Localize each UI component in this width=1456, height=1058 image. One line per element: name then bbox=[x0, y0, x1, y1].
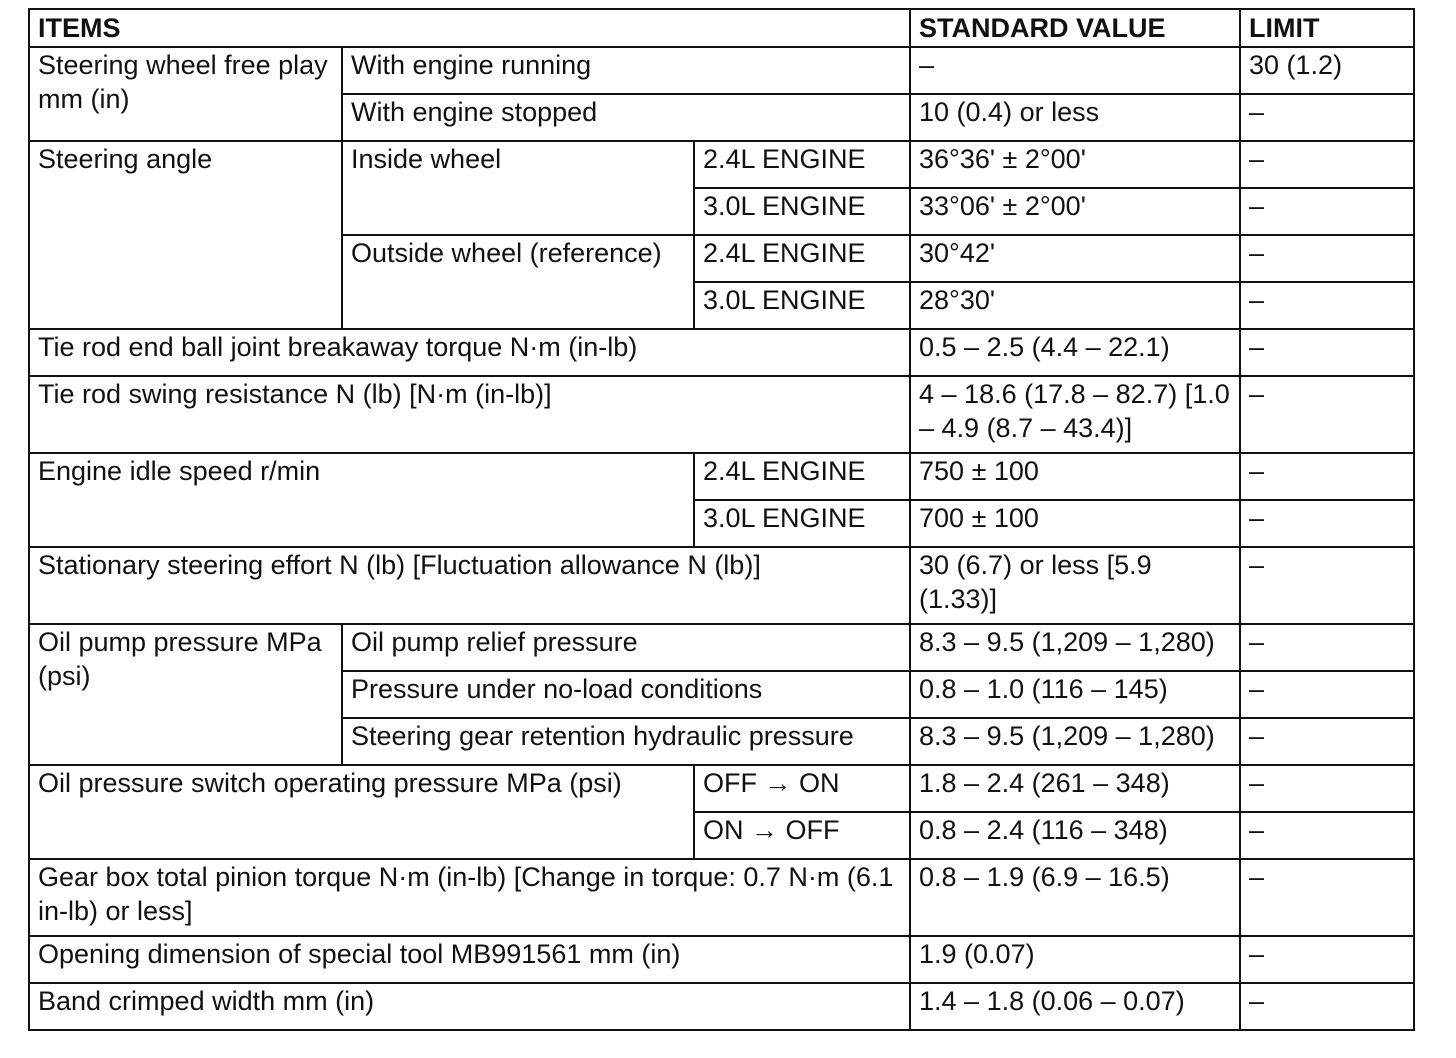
limit-value: – bbox=[1240, 329, 1414, 376]
engine-label: 3.0L ENGINE bbox=[694, 188, 910, 235]
standard-value: – bbox=[910, 47, 1240, 94]
limit-value: – bbox=[1240, 765, 1414, 812]
service-specifications-table bbox=[28, 8, 1415, 1031]
condition-retention: Steering gear retention hydraulic pressure bbox=[342, 718, 910, 765]
item-stationary-effort: Stationary steering effort N (lb) [Fluctuation allowance N (lb)] bbox=[29, 547, 910, 624]
standard-value: 1.9 (0.07) bbox=[910, 936, 1240, 983]
limit-value: – bbox=[1240, 859, 1414, 936]
table-row bbox=[29, 47, 1414, 94]
limit-value: – bbox=[1240, 376, 1414, 453]
standard-value: 1.8 – 2.4 (261 – 348) bbox=[910, 765, 1240, 812]
condition-inside-wheel: Inside wheel bbox=[342, 141, 694, 235]
table-row bbox=[29, 983, 1414, 1030]
limit-value: – bbox=[1240, 235, 1414, 282]
item-idle-speed: Engine idle speed r/min bbox=[29, 453, 694, 547]
limit-value: – bbox=[1240, 983, 1414, 1030]
header-standard-value: STANDARD VALUE bbox=[910, 9, 1240, 47]
table-row bbox=[29, 765, 1414, 812]
header-limit: LIMIT bbox=[1240, 9, 1414, 47]
limit-value: – bbox=[1240, 812, 1414, 859]
limit-value: – bbox=[1240, 141, 1414, 188]
condition-no-load: Pressure under no-load conditions bbox=[342, 671, 910, 718]
standard-value: 36°36' ± 2°00' bbox=[910, 141, 1240, 188]
standard-value: 750 ± 100 bbox=[910, 453, 1240, 500]
standard-value: 8.3 – 9.5 (1,209 – 1,280) bbox=[910, 624, 1240, 671]
engine-label: 3.0L ENGINE bbox=[694, 500, 910, 547]
engine-label: 3.0L ENGINE bbox=[694, 282, 910, 329]
standard-value: 4 – 18.6 (17.8 – 82.7) [1.0 – 4.9 (8.7 – 43.4)] bbox=[910, 376, 1240, 453]
header-items: ITEMS bbox=[29, 9, 910, 47]
item-tie-rod-breakaway: Tie rod end ball joint breakaway torque N·m (in-lb) bbox=[29, 329, 910, 376]
table-row bbox=[29, 859, 1414, 936]
standard-value: 8.3 – 9.5 (1,209 – 1,280) bbox=[910, 718, 1240, 765]
standard-value: 0.8 – 1.9 (6.9 – 16.5) bbox=[910, 859, 1240, 936]
standard-value: 1.4 – 1.8 (0.06 – 0.07) bbox=[910, 983, 1240, 1030]
standard-value: 700 ± 100 bbox=[910, 500, 1240, 547]
limit-value: – bbox=[1240, 188, 1414, 235]
item-pinion-torque: Gear box total pinion torque N·m (in-lb) [Change in torque: 0.7 N·m (6.1 in-lb) or less] bbox=[29, 859, 910, 936]
item-band-width: Band crimped width mm (in) bbox=[29, 983, 910, 1030]
limit-value: – bbox=[1240, 718, 1414, 765]
limit-value: – bbox=[1240, 500, 1414, 547]
engine-label: 2.4L ENGINE bbox=[694, 141, 910, 188]
header-row bbox=[29, 9, 1414, 47]
condition-relief: Oil pump relief pressure bbox=[342, 624, 910, 671]
limit-value: – bbox=[1240, 624, 1414, 671]
limit-value: – bbox=[1240, 282, 1414, 329]
item-oil-pump-pressure: Oil pump pressure MPa (psi) bbox=[29, 624, 342, 765]
table-row bbox=[29, 141, 1414, 188]
table-row bbox=[29, 376, 1414, 453]
standard-value: 0.5 – 2.5 (4.4 – 22.1) bbox=[910, 329, 1240, 376]
limit-value: 30 (1.2) bbox=[1240, 47, 1414, 94]
item-tool-opening: Opening dimension of special tool MB991561 mm (in) bbox=[29, 936, 910, 983]
condition-outside-wheel: Outside wheel (reference) bbox=[342, 235, 694, 329]
standard-value: 0.8 – 2.4 (116 – 348) bbox=[910, 812, 1240, 859]
item-steering-angle: Steering angle bbox=[29, 141, 342, 329]
standard-value: 30°42' bbox=[910, 235, 1240, 282]
limit-value: – bbox=[1240, 936, 1414, 983]
standard-value: 33°06' ± 2°00' bbox=[910, 188, 1240, 235]
table-row bbox=[29, 547, 1414, 624]
condition-engine-running: With engine running bbox=[342, 47, 910, 94]
item-oil-pressure-switch: Oil pressure switch operating pressure MPa (psi) bbox=[29, 765, 694, 859]
table-row bbox=[29, 936, 1414, 983]
item-tie-rod-swing: Tie rod swing resistance N (lb) [N·m (in-lb)] bbox=[29, 376, 910, 453]
limit-value: – bbox=[1240, 94, 1414, 141]
limit-value: – bbox=[1240, 671, 1414, 718]
limit-value: – bbox=[1240, 547, 1414, 624]
standard-value: 28°30' bbox=[910, 282, 1240, 329]
item-free-play: Steering wheel free play mm (in) bbox=[29, 47, 342, 141]
switch-off-on: OFF → ON bbox=[694, 765, 910, 812]
table-row bbox=[29, 624, 1414, 671]
condition-engine-stopped: With engine stopped bbox=[342, 94, 910, 141]
table-row bbox=[29, 453, 1414, 500]
standard-value: 30 (6.7) or less [5.9 (1.33)] bbox=[910, 547, 1240, 624]
standard-value: 10 (0.4) or less bbox=[910, 94, 1240, 141]
engine-label: 2.4L ENGINE bbox=[694, 453, 910, 500]
engine-label: 2.4L ENGINE bbox=[694, 235, 910, 282]
limit-value: – bbox=[1240, 453, 1414, 500]
table-row bbox=[29, 329, 1414, 376]
switch-on-off: ON → OFF bbox=[694, 812, 910, 859]
standard-value: 0.8 – 1.0 (116 – 145) bbox=[910, 671, 1240, 718]
